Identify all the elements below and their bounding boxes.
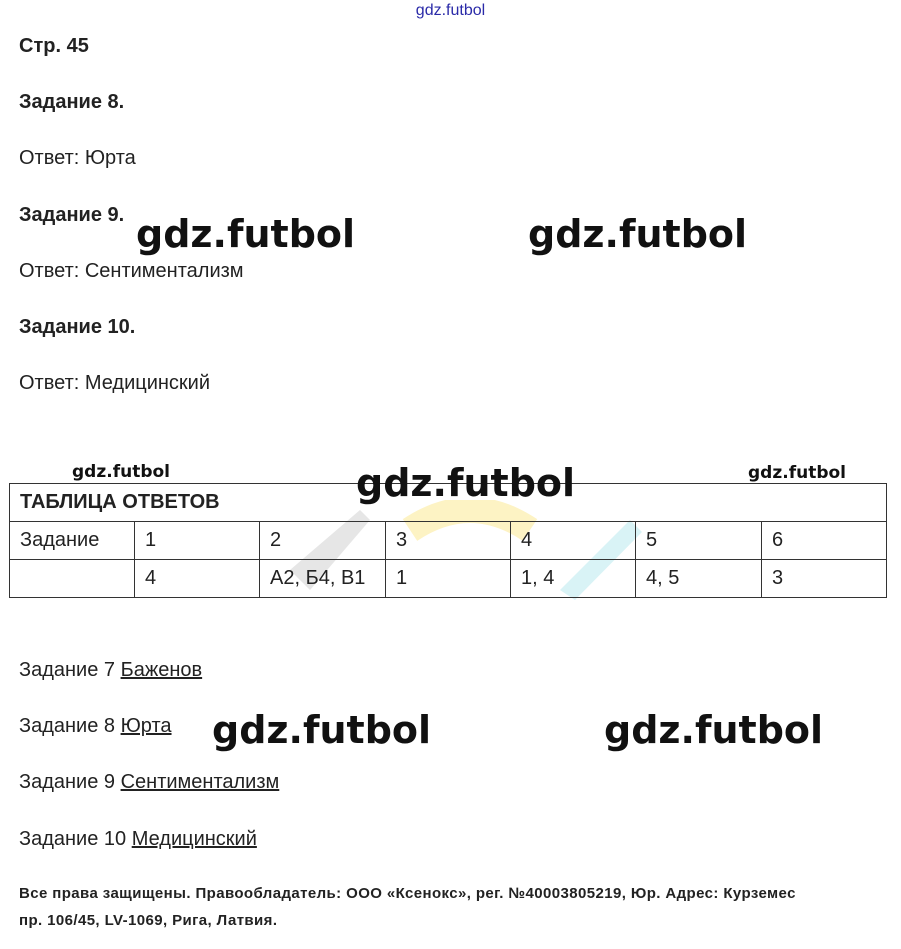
summary-item (19, 659, 202, 682)
table-cell: 1 (386, 560, 511, 598)
table-cell: 3 (762, 560, 887, 598)
task-title: Задание 8. (19, 91, 125, 113)
table-row-label: Задание (10, 522, 135, 560)
table-cell: 4 (135, 560, 260, 598)
table-cell: А2, Б4, В1 (260, 560, 386, 598)
watermark-big: gdz.futbol (212, 708, 432, 752)
summary-item (19, 715, 172, 738)
summary-label: Задание 10 (19, 828, 127, 850)
table-cell (10, 560, 135, 598)
table-cell: 2 (260, 522, 386, 560)
summary-label: Задание 7 (19, 659, 116, 681)
summary-label: Задание 8 (19, 715, 116, 737)
watermark-small: gdz.futbol (72, 462, 170, 482)
summary-link[interactable]: Юрта (120, 715, 172, 737)
table-cell: 4 (511, 522, 636, 560)
table-cell: 4, 5 (636, 560, 762, 598)
watermark-top: gdz.futbol (415, 2, 486, 19)
watermark-big: gdz.futbol (528, 212, 748, 256)
task-title: Задание 10. (19, 316, 136, 338)
watermark-big: gdz.futbol (136, 212, 356, 256)
watermark-small: gdz.futbol (748, 463, 846, 483)
table-cell: 3 (386, 522, 511, 560)
copyright-footer (19, 880, 881, 934)
page-number: Стр. 45 (19, 35, 89, 57)
footer-line: Все права защищены. Правообладатель: ООО «Ксенокс», рег. №40003805219, Юр. Адрес: Курземес (19, 885, 796, 902)
task-title: Задание 9. (19, 204, 125, 226)
table-title: ТАБЛИЦА ОТВЕТОВ (10, 484, 887, 522)
summary-label: Задание 9 (19, 771, 116, 793)
table-cell: 1 (135, 522, 260, 560)
table-cell: 5 (636, 522, 762, 560)
summary-link[interactable]: Медицинский (131, 828, 257, 850)
task-answer: Ответ: Сентиментализм (19, 260, 244, 282)
watermark-big: gdz.futbol (604, 708, 824, 752)
summary-item (19, 828, 257, 851)
table-cell: 1, 4 (511, 560, 636, 598)
summary-item (19, 771, 279, 794)
table-row (10, 522, 887, 560)
task-answer: Ответ: Юрта (19, 147, 136, 169)
watermark-big: gdz.futbol (356, 461, 576, 505)
table-cell: 6 (762, 522, 887, 560)
footer-line: пр. 106/45, LV-1069, Рига, Латвия. (19, 912, 278, 929)
table-row (10, 560, 887, 598)
task-answer: Ответ: Медицинский (19, 372, 211, 394)
summary-link[interactable]: Сентиментализм (120, 771, 280, 793)
summary-link[interactable]: Баженов (120, 659, 203, 681)
